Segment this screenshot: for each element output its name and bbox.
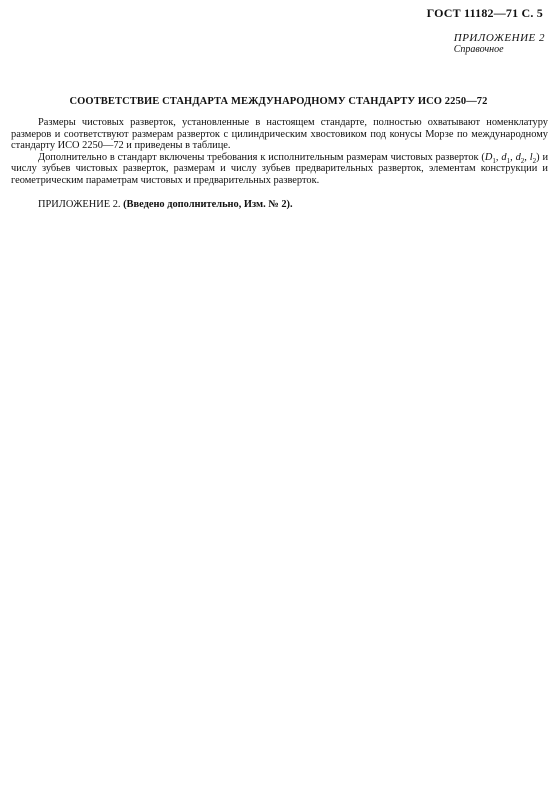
var-D: D — [484, 151, 493, 163]
sep-3: , — [524, 151, 530, 163]
sub-D: 1 — [492, 156, 496, 165]
paragraph-2-end: ) и числу зубьев чистовых разверток, размерам и числу зубьев предварительных разверток, элементам конструкции и геометрическим параметрам чистовых и предварительных разверток. — [11, 151, 549, 186]
var-d2: d — [515, 151, 521, 163]
amendment-label: ПРИЛОЖЕНИЕ 2. — [38, 199, 121, 210]
sub-d2: 2 — [520, 156, 525, 165]
paragraph-2-start: Дополнительно в стандарт включены требования к исполнительным размерам чистовых разверток ( — [38, 151, 485, 163]
var-d1: d — [501, 151, 507, 163]
body-text — [11, 117, 548, 187]
sub-d1: 1 — [506, 156, 511, 165]
sep-2: , — [510, 151, 516, 163]
document-code: ГОСТ 11182—71 С. 5 — [426, 6, 543, 20]
appendix-label: ПРИЛОЖЕНИЕ 2 — [453, 32, 545, 44]
sub-l2: 2 — [532, 156, 537, 165]
var-l2: l — [529, 151, 533, 163]
appendix-type: Справочное — [453, 44, 504, 55]
document-title: СООТВЕТСТВИЕ СТАНДАРТА МЕЖДУНАРОДНОМУ СТАНДАРТУ ИСО 2250—72 — [69, 96, 488, 107]
appendix-block — [454, 32, 545, 56]
paragraph-2 — [11, 152, 548, 187]
amendment-note — [38, 199, 293, 210]
sep-1: , — [495, 151, 502, 163]
amendment-text: (Введено дополнительно, Изм. № 2). — [123, 199, 293, 210]
paragraph-1: Размеры чистовых разверток, установленные в настоящем стандарте, полностью охватывают номенклатуру размеров и соответствуют размерам разверток с цилиндрическим хвостовиком под конусы Морзе по международному стандарту ИСО 2250—72 и приведены в таблице. — [11, 117, 548, 152]
